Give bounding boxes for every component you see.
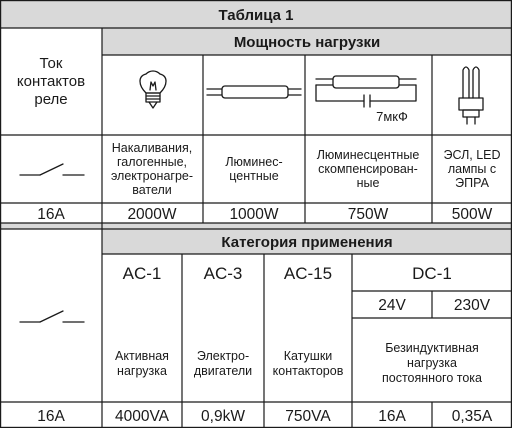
ac1-label-line-1: Активная (115, 349, 169, 363)
power-col-4-label-line-1: ЭСЛ, LED (443, 148, 501, 162)
power-current-value: 16A (37, 206, 65, 223)
dc-voltage-24v: 24V (378, 297, 406, 314)
power-col-1-value: 2000W (127, 206, 177, 223)
power-col-1-label-line-2: галогенные, (116, 155, 188, 169)
power-col-1-label-line-1: Накаливания, (111, 141, 193, 155)
power-col-3-value: 750W (347, 206, 389, 223)
ac3-value: 0,9kW (201, 408, 245, 425)
category-section-title: Категория применения (221, 234, 393, 251)
power-col-3-label-line-3: ные (356, 176, 380, 190)
row-header-band (0, 223, 512, 229)
relay-contact-icon (20, 311, 84, 322)
power-col-3-label-line-1: Люминесцентные (316, 148, 420, 162)
dc1-label-line-3: постоянного тока (382, 371, 482, 385)
power-col-1-label-line-4: ватели (132, 183, 172, 197)
ac1-label-line-2: нагрузка (117, 364, 167, 378)
ac15-value: 750VA (285, 408, 331, 425)
power-section-title: Мощность нагрузки (233, 34, 381, 51)
fluorescent-tube-icon (207, 86, 301, 98)
ac15-label-line-2: контакторов (272, 364, 344, 378)
category-code-ac15: AC-15 (283, 264, 333, 283)
dc1-label-line-2: нагрузка (407, 356, 457, 370)
power-col-2-label-line-2: центные (229, 169, 279, 183)
power-col-2-value: 1000W (229, 206, 279, 223)
table-title: Таблица 1 (218, 7, 294, 24)
row-header-line-2: контактов (16, 73, 86, 90)
power-col-4-label-line-2: лампы с (447, 162, 497, 176)
compensated-fluorescent-tube-icon (316, 76, 416, 107)
power-col-4-value: 500W (451, 206, 493, 223)
ac1-value: 4000VA (114, 408, 170, 425)
power-col-1-label-line-3: электронагре- (110, 169, 194, 183)
dc1-label-line-1: Безиндуктивная (385, 341, 479, 355)
relay-contact-icon (20, 164, 84, 175)
category-current-value: 16A (37, 408, 65, 425)
row-header-line-3: реле (34, 91, 68, 108)
ac3-label-line-1: Электро- (196, 349, 250, 363)
category-code-ac3: AC-3 (203, 264, 243, 283)
dc-voltage-230v: 230V (453, 297, 491, 314)
compact-fluorescent-lamp-icon (459, 67, 483, 124)
category-code-dc1: DC-1 (412, 264, 452, 283)
power-col-2-label-line-1: Люминес- (225, 155, 283, 169)
row-header-line-1: Ток (39, 55, 63, 72)
ac15-label-line-1: Катушки (283, 349, 333, 363)
dc1-24v-value: 16A (378, 408, 406, 425)
category-code-ac1: AC-1 (122, 264, 162, 283)
dc1-230v-value: 0,35A (451, 408, 493, 425)
incandescent-bulb-icon (140, 71, 166, 108)
power-col-4-label-line-3: ЭПРА (455, 176, 489, 190)
power-col-3-label-line-2: скомпенсирован- (318, 162, 418, 176)
capacitor-label: 7мкФ (376, 109, 408, 124)
ac3-label-line-2: двигатели (193, 364, 253, 378)
